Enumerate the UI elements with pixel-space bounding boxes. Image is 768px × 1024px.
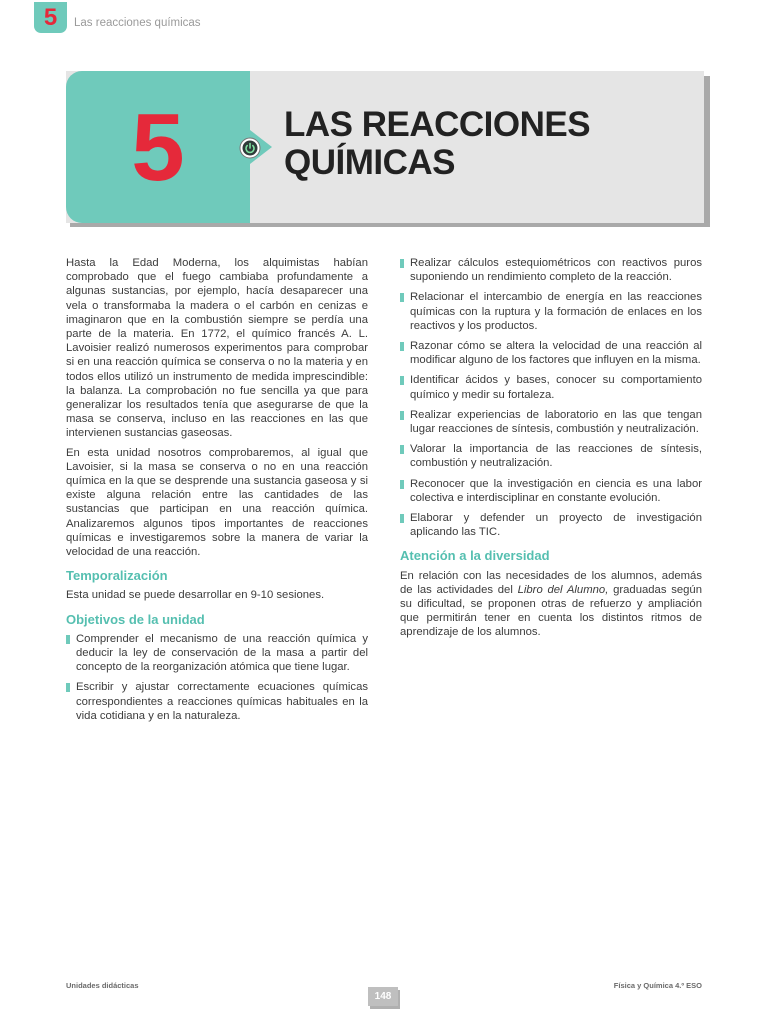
list-item bbox=[66, 632, 368, 675]
bullet-marker bbox=[400, 293, 404, 302]
bullet-marker bbox=[400, 259, 404, 268]
bullet-marker bbox=[400, 342, 404, 351]
bullet-marker bbox=[66, 683, 70, 692]
bullet-marker bbox=[400, 445, 404, 454]
libro-del-alumno: Libro del Alumno, bbox=[517, 583, 609, 596]
temporalizacion-text: Esta unidad se puede desarrollar en 9-10 sesiones. bbox=[66, 589, 325, 602]
list-item-text: Realizar experiencias de laboratorio en las que tengan lugar reacciones de síntesis, combustión y neutralización. bbox=[410, 408, 702, 436]
list-item-text: Elaborar y defender un proyecto de investigación aplicando las TIC. bbox=[410, 512, 702, 539]
list-item bbox=[400, 339, 702, 367]
footer-right: Física y Química 4.º ESO bbox=[613, 981, 702, 990]
list-item bbox=[400, 511, 702, 539]
chapter-title-line1: LAS REACCIONES bbox=[284, 105, 591, 144]
right-column bbox=[400, 256, 702, 645]
list-item bbox=[400, 373, 702, 401]
list-item bbox=[400, 256, 702, 284]
left-column bbox=[66, 256, 368, 729]
list-item bbox=[400, 477, 702, 505]
bullet-marker bbox=[400, 376, 404, 385]
unit-number-badge: 5 bbox=[34, 2, 67, 33]
list-item-text: Realizar cálculos estequiométricos con reactivos puros suponiendo un rendimiento completo de la reacción. bbox=[410, 257, 702, 284]
unit-number: 5 bbox=[131, 94, 185, 201]
list-item-text: Reconocer que la investigación en ciencia es una labor colectiva e interdisciplinar en constante evolución. bbox=[410, 477, 702, 504]
diversidad-text-a: En relación con las necesidades de los alumnos, además de las actividades del bbox=[400, 569, 702, 596]
list-item-text: Comprender el mecanismo de una reacción química y deducir la ley de conservación de la masa a partir del concepto de la reorganización atómica que tiene lugar. bbox=[76, 632, 368, 674]
power-icon[interactable] bbox=[239, 137, 261, 159]
diversidad-text bbox=[400, 569, 702, 640]
intro-paragraph-1: Hasta la Edad Moderna, los alquimistas habían comprobado que el fuego cambiaba profundamente a algunas sustancias, por ejemplo, hacía desaparecer una vela o transformaba la madera o el carbón en cenizas e imaginaron que en la combustión siempre se perdía una parte de la materia. En 1772, el químico francés A. L. Lavoisier realizó numerosos experimentos para comprobar si en una reacción química se conserva o no la materia y en todos ellos utilizó un instrumento de medida imprescindible: la balanza. La comprobación no fue sencilla ya que para generalizar los resultados tenía que asegurarse de que la masa se conserva, incluso en las reacciones en las que intervienen sustancias gaseosas. bbox=[66, 257, 368, 440]
bullet-marker bbox=[400, 480, 404, 489]
footer-left: Unidades didácticas bbox=[66, 981, 139, 990]
page-number: 148 bbox=[368, 987, 398, 1006]
list-item bbox=[400, 408, 702, 436]
list-item-text: Identificar ácidos y bases, conocer su comportamiento químico y medir su fortaleza. bbox=[410, 374, 702, 401]
objetivos-list-left bbox=[66, 632, 368, 723]
list-item bbox=[400, 442, 702, 470]
list-item-text: Razonar cómo se altera la velocidad de una reacción al modificar alguno de los factores que influyen en la misma. bbox=[410, 340, 702, 367]
list-item bbox=[66, 680, 368, 723]
bullet-marker bbox=[66, 635, 70, 644]
list-item-text: Relacionar el intercambio de energía en las reacciones químicas con la ruptura y la formación de enlaces en los reactivos y los productos. bbox=[410, 291, 702, 332]
chapter-title-line2: QUÍMICAS bbox=[284, 143, 455, 182]
objetivos-list-right bbox=[400, 256, 702, 539]
running-title: Las reacciones químicas bbox=[74, 17, 201, 29]
diversidad-text-b: graduadas según su dificultad, se proponen otras de refuerzo y ampliación que permitirán tener en cuenta los distintos ritmos de aprendizaje de los alumnos. bbox=[400, 583, 702, 639]
list-item-text: Valorar la importancia de las reacciones de síntesis, combustión y neutralización. bbox=[410, 443, 702, 470]
diversidad-heading: Atención a la diversidad bbox=[400, 548, 550, 564]
intro-paragraph-2: En esta unidad nosotros comprobaremos, al igual que Lavoisier, si la masa se conserva o no en una reacción química en la que se desprende una sustancia gaseosa y si existe alguna relación entre las cantidades de las sustancias que participan en una reacción química. Analizaremos algunos tipos importantes de reacciones químicas e investigaremos sobre la manera de variar la velocidad de una reacción. bbox=[66, 446, 368, 559]
chapter-title bbox=[284, 106, 590, 182]
list-item bbox=[400, 290, 702, 333]
temporalizacion-heading: Temporalización bbox=[66, 568, 168, 584]
list-item-text: Escribir y ajustar correctamente ecuaciones químicas correspondientes a reacciones químicas habituales en la vida cotidiana y en la naturaleza. bbox=[76, 681, 368, 722]
bullet-marker bbox=[400, 411, 404, 420]
objetivos-heading: Objetivos de la unidad bbox=[66, 611, 205, 627]
bullet-marker bbox=[400, 514, 404, 523]
